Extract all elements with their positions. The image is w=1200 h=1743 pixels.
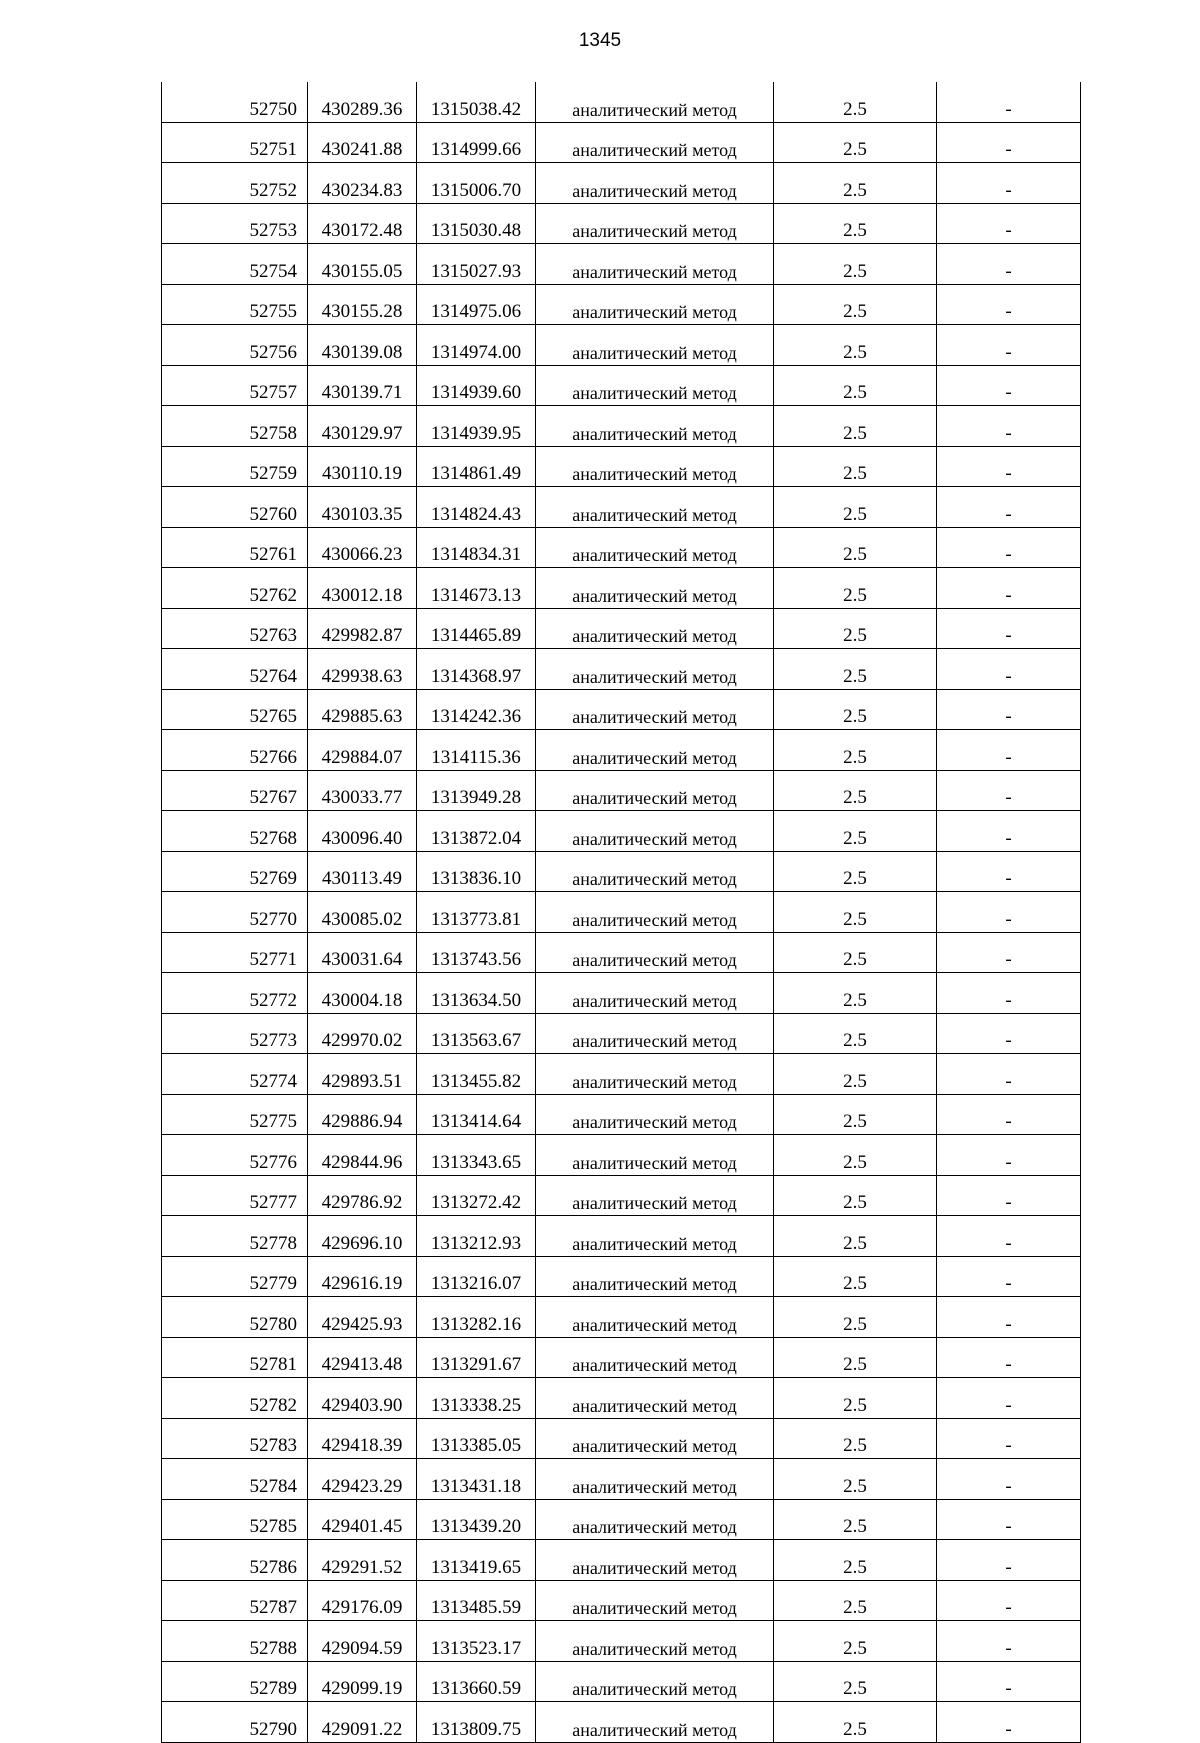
y-coordinate-cell: 1313634.50	[417, 973, 536, 1014]
table-row	[162, 1378, 1081, 1419]
note-cell: -	[937, 1054, 1081, 1095]
point-number-cell: 52760	[162, 487, 308, 528]
method-cell: аналитический метод	[536, 1661, 774, 1702]
accuracy-cell: 2.5	[774, 811, 937, 852]
table-row	[162, 527, 1081, 568]
method-cell: аналитический метод	[536, 244, 774, 285]
note-cell: -	[937, 892, 1081, 933]
accuracy-cell: 2.5	[774, 1378, 937, 1419]
note-cell: -	[937, 325, 1081, 366]
x-coordinate-cell: 430012.18	[308, 568, 417, 609]
point-number-cell: 52757	[162, 365, 308, 406]
point-number-cell: 52783	[162, 1418, 308, 1459]
method-cell: аналитический метод	[536, 730, 774, 771]
point-number-cell: 52775	[162, 1094, 308, 1135]
x-coordinate-cell: 430031.64	[308, 932, 417, 973]
x-coordinate-cell: 429418.39	[308, 1418, 417, 1459]
note-cell: -	[937, 973, 1081, 1014]
y-coordinate-cell: 1313485.59	[417, 1580, 536, 1621]
note-cell: -	[937, 1540, 1081, 1581]
y-coordinate-cell: 1313773.81	[417, 892, 536, 933]
table-row	[162, 1337, 1081, 1378]
note-cell: -	[937, 1499, 1081, 1540]
table-row	[162, 568, 1081, 609]
table-row	[162, 1297, 1081, 1338]
method-cell: аналитический метод	[536, 1135, 774, 1176]
table-row	[162, 1013, 1081, 1054]
method-cell: аналитический метод	[536, 608, 774, 649]
accuracy-cell: 2.5	[774, 770, 937, 811]
note-cell: -	[937, 203, 1081, 244]
point-number-cell: 52773	[162, 1013, 308, 1054]
accuracy-cell: 2.5	[774, 973, 937, 1014]
note-cell: -	[937, 284, 1081, 325]
y-coordinate-cell: 1313419.65	[417, 1540, 536, 1581]
y-coordinate-cell: 1313343.65	[417, 1135, 536, 1176]
accuracy-cell: 2.5	[774, 608, 937, 649]
note-cell: -	[937, 851, 1081, 892]
accuracy-cell: 2.5	[774, 1216, 937, 1257]
table-row	[162, 851, 1081, 892]
accuracy-cell: 2.5	[774, 1621, 937, 1662]
method-cell: аналитический метод	[536, 1094, 774, 1135]
method-cell: аналитический метод	[536, 1702, 774, 1743]
note-cell: -	[937, 1337, 1081, 1378]
y-coordinate-cell: 1314861.49	[417, 446, 536, 487]
table-row	[162, 1540, 1081, 1581]
y-coordinate-cell: 1313212.93	[417, 1216, 536, 1257]
table-row	[162, 163, 1081, 204]
point-number-cell: 52786	[162, 1540, 308, 1581]
table-row	[162, 325, 1081, 366]
y-coordinate-cell: 1313439.20	[417, 1499, 536, 1540]
x-coordinate-cell: 429893.51	[308, 1054, 417, 1095]
x-coordinate-cell: 429401.45	[308, 1499, 417, 1540]
table-row	[162, 892, 1081, 933]
point-number-cell: 52768	[162, 811, 308, 852]
point-number-cell: 52761	[162, 527, 308, 568]
x-coordinate-cell: 429425.93	[308, 1297, 417, 1338]
x-coordinate-cell: 430004.18	[308, 973, 417, 1014]
table-row	[162, 1580, 1081, 1621]
x-coordinate-cell: 429884.07	[308, 730, 417, 771]
point-number-cell: 52750	[162, 82, 308, 122]
y-coordinate-cell: 1314242.36	[417, 689, 536, 730]
y-coordinate-cell: 1313272.42	[417, 1175, 536, 1216]
point-number-cell: 52772	[162, 973, 308, 1014]
point-number-cell: 52765	[162, 689, 308, 730]
table-row	[162, 284, 1081, 325]
point-number-cell: 52785	[162, 1499, 308, 1540]
table-row	[162, 649, 1081, 690]
note-cell: -	[937, 1216, 1081, 1257]
table-row	[162, 1094, 1081, 1135]
point-number-cell: 52751	[162, 122, 308, 163]
note-cell: -	[937, 608, 1081, 649]
accuracy-cell: 2.5	[774, 1297, 937, 1338]
table-row	[162, 689, 1081, 730]
point-number-cell: 52777	[162, 1175, 308, 1216]
method-cell: аналитический метод	[536, 973, 774, 1014]
accuracy-cell: 2.5	[774, 1499, 937, 1540]
table-row	[162, 244, 1081, 285]
point-number-cell: 52753	[162, 203, 308, 244]
note-cell: -	[937, 487, 1081, 528]
method-cell: аналитический метод	[536, 892, 774, 933]
method-cell: аналитический метод	[536, 1499, 774, 1540]
x-coordinate-cell: 430234.83	[308, 163, 417, 204]
x-coordinate-cell: 429094.59	[308, 1621, 417, 1662]
note-cell: -	[937, 1459, 1081, 1500]
point-number-cell: 52756	[162, 325, 308, 366]
table-row	[162, 1702, 1081, 1743]
y-coordinate-cell: 1314939.95	[417, 406, 536, 447]
point-number-cell: 52784	[162, 1459, 308, 1500]
note-cell: -	[937, 649, 1081, 690]
y-coordinate-cell: 1315030.48	[417, 203, 536, 244]
point-number-cell: 52752	[162, 163, 308, 204]
note-cell: -	[937, 365, 1081, 406]
accuracy-cell: 2.5	[774, 1135, 937, 1176]
point-number-cell: 52790	[162, 1702, 308, 1743]
x-coordinate-cell: 429885.63	[308, 689, 417, 730]
y-coordinate-cell: 1314824.43	[417, 487, 536, 528]
table-row	[162, 1175, 1081, 1216]
y-coordinate-cell: 1313809.75	[417, 1702, 536, 1743]
accuracy-cell: 2.5	[774, 1661, 937, 1702]
note-cell: -	[937, 770, 1081, 811]
table-row	[162, 770, 1081, 811]
method-cell: аналитический метод	[536, 203, 774, 244]
point-number-cell: 52779	[162, 1256, 308, 1297]
x-coordinate-cell: 430103.35	[308, 487, 417, 528]
table-row	[162, 1621, 1081, 1662]
x-coordinate-cell: 429413.48	[308, 1337, 417, 1378]
method-cell: аналитический метод	[536, 1054, 774, 1095]
method-cell: аналитический метод	[536, 1297, 774, 1338]
point-number-cell: 52754	[162, 244, 308, 285]
x-coordinate-cell: 430110.19	[308, 446, 417, 487]
table-row	[162, 932, 1081, 973]
accuracy-cell: 2.5	[774, 527, 937, 568]
accuracy-cell: 2.5	[774, 649, 937, 690]
y-coordinate-cell: 1314974.00	[417, 325, 536, 366]
method-cell: аналитический метод	[536, 770, 774, 811]
x-coordinate-cell: 430085.02	[308, 892, 417, 933]
page-number: 1345	[578, 30, 622, 51]
method-cell: аналитический метод	[536, 406, 774, 447]
accuracy-cell: 2.5	[774, 1540, 937, 1581]
x-coordinate-cell: 429176.09	[308, 1580, 417, 1621]
accuracy-cell: 2.5	[774, 365, 937, 406]
y-coordinate-cell: 1314999.66	[417, 122, 536, 163]
method-cell: аналитический метод	[536, 811, 774, 852]
x-coordinate-cell: 430139.08	[308, 325, 417, 366]
y-coordinate-cell: 1313282.16	[417, 1297, 536, 1338]
y-coordinate-cell: 1313836.10	[417, 851, 536, 892]
x-coordinate-cell: 429091.22	[308, 1702, 417, 1743]
accuracy-cell: 2.5	[774, 1580, 937, 1621]
method-cell: аналитический метод	[536, 1580, 774, 1621]
method-cell: аналитический метод	[536, 1216, 774, 1257]
accuracy-cell: 2.5	[774, 1013, 937, 1054]
x-coordinate-cell: 430155.28	[308, 284, 417, 325]
accuracy-cell: 2.5	[774, 446, 937, 487]
point-number-cell: 52767	[162, 770, 308, 811]
table-body	[162, 82, 1081, 1742]
accuracy-cell: 2.5	[774, 1418, 937, 1459]
accuracy-cell: 2.5	[774, 730, 937, 771]
method-cell: аналитический метод	[536, 325, 774, 366]
y-coordinate-cell: 1314975.06	[417, 284, 536, 325]
table-row	[162, 1661, 1081, 1702]
point-number-cell: 52764	[162, 649, 308, 690]
y-coordinate-cell: 1315027.93	[417, 244, 536, 285]
method-cell: аналитический метод	[536, 163, 774, 204]
x-coordinate-cell: 430113.49	[308, 851, 417, 892]
accuracy-cell: 2.5	[774, 568, 937, 609]
point-number-cell: 52788	[162, 1621, 308, 1662]
method-cell: аналитический метод	[536, 1013, 774, 1054]
method-cell: аналитический метод	[536, 1337, 774, 1378]
point-number-cell: 52771	[162, 932, 308, 973]
method-cell: аналитический метод	[536, 1418, 774, 1459]
accuracy-cell: 2.5	[774, 689, 937, 730]
note-cell: -	[937, 932, 1081, 973]
note-cell: -	[937, 1378, 1081, 1419]
point-number-cell: 52762	[162, 568, 308, 609]
note-cell: -	[937, 1580, 1081, 1621]
point-number-cell: 52781	[162, 1337, 308, 1378]
accuracy-cell: 2.5	[774, 406, 937, 447]
note-cell: -	[937, 446, 1081, 487]
table-row	[162, 1418, 1081, 1459]
y-coordinate-cell: 1315038.42	[417, 82, 536, 122]
y-coordinate-cell: 1314673.13	[417, 568, 536, 609]
accuracy-cell: 2.5	[774, 82, 937, 122]
accuracy-cell: 2.5	[774, 244, 937, 285]
accuracy-cell: 2.5	[774, 892, 937, 933]
x-coordinate-cell: 429403.90	[308, 1378, 417, 1419]
y-coordinate-cell: 1315006.70	[417, 163, 536, 204]
point-number-cell: 52774	[162, 1054, 308, 1095]
y-coordinate-cell: 1314115.36	[417, 730, 536, 771]
point-number-cell: 52782	[162, 1378, 308, 1419]
table-row	[162, 1499, 1081, 1540]
accuracy-cell: 2.5	[774, 163, 937, 204]
point-number-cell: 52763	[162, 608, 308, 649]
x-coordinate-cell: 430066.23	[308, 527, 417, 568]
y-coordinate-cell: 1313949.28	[417, 770, 536, 811]
method-cell: аналитический метод	[536, 851, 774, 892]
x-coordinate-cell: 429423.29	[308, 1459, 417, 1500]
method-cell: аналитический метод	[536, 365, 774, 406]
x-coordinate-cell: 430033.77	[308, 770, 417, 811]
note-cell: -	[937, 122, 1081, 163]
table-row	[162, 730, 1081, 771]
x-coordinate-cell: 429696.10	[308, 1216, 417, 1257]
method-cell: аналитический метод	[536, 284, 774, 325]
x-coordinate-cell: 429291.52	[308, 1540, 417, 1581]
accuracy-cell: 2.5	[774, 932, 937, 973]
accuracy-cell: 2.5	[774, 122, 937, 163]
note-cell: -	[937, 406, 1081, 447]
x-coordinate-cell: 430129.97	[308, 406, 417, 447]
table-row	[162, 122, 1081, 163]
x-coordinate-cell: 430241.88	[308, 122, 417, 163]
point-number-cell: 52778	[162, 1216, 308, 1257]
note-cell: -	[937, 1621, 1081, 1662]
y-coordinate-cell: 1314834.31	[417, 527, 536, 568]
note-cell: -	[937, 1135, 1081, 1176]
x-coordinate-cell: 429938.63	[308, 649, 417, 690]
method-cell: аналитический метод	[536, 446, 774, 487]
method-cell: аналитический метод	[536, 689, 774, 730]
accuracy-cell: 2.5	[774, 284, 937, 325]
note-cell: -	[937, 730, 1081, 771]
y-coordinate-cell: 1313431.18	[417, 1459, 536, 1500]
accuracy-cell: 2.5	[774, 1054, 937, 1095]
point-number-cell: 52755	[162, 284, 308, 325]
y-coordinate-cell: 1313385.05	[417, 1418, 536, 1459]
point-number-cell: 52758	[162, 406, 308, 447]
point-number-cell: 52766	[162, 730, 308, 771]
method-cell: аналитический метод	[536, 527, 774, 568]
note-cell: -	[937, 1175, 1081, 1216]
table-row	[162, 1459, 1081, 1500]
x-coordinate-cell: 430289.36	[308, 82, 417, 122]
method-cell: аналитический метод	[536, 932, 774, 973]
method-cell: аналитический метод	[536, 1540, 774, 1581]
note-cell: -	[937, 1094, 1081, 1135]
accuracy-cell: 2.5	[774, 1094, 937, 1135]
accuracy-cell: 2.5	[774, 325, 937, 366]
point-number-cell: 52770	[162, 892, 308, 933]
accuracy-cell: 2.5	[774, 1702, 937, 1743]
point-number-cell: 52776	[162, 1135, 308, 1176]
note-cell: -	[937, 1702, 1081, 1743]
note-cell: -	[937, 689, 1081, 730]
x-coordinate-cell: 429786.92	[308, 1175, 417, 1216]
point-number-cell: 52787	[162, 1580, 308, 1621]
method-cell: аналитический метод	[536, 82, 774, 122]
point-number-cell: 52769	[162, 851, 308, 892]
y-coordinate-cell: 1313563.67	[417, 1013, 536, 1054]
table-row	[162, 1135, 1081, 1176]
note-cell: -	[937, 163, 1081, 204]
method-cell: аналитический метод	[536, 1459, 774, 1500]
table-row	[162, 446, 1081, 487]
coordinates-table	[161, 82, 1081, 1743]
y-coordinate-cell: 1313414.64	[417, 1094, 536, 1135]
y-coordinate-cell: 1313455.82	[417, 1054, 536, 1095]
note-cell: -	[937, 568, 1081, 609]
y-coordinate-cell: 1313660.59	[417, 1661, 536, 1702]
x-coordinate-cell: 429099.19	[308, 1661, 417, 1702]
note-cell: -	[937, 1297, 1081, 1338]
note-cell: -	[937, 1661, 1081, 1702]
method-cell: аналитический метод	[536, 1175, 774, 1216]
table-row	[162, 487, 1081, 528]
table-row	[162, 1216, 1081, 1257]
accuracy-cell: 2.5	[774, 1175, 937, 1216]
x-coordinate-cell: 430139.71	[308, 365, 417, 406]
accuracy-cell: 2.5	[774, 1256, 937, 1297]
point-number-cell: 52780	[162, 1297, 308, 1338]
y-coordinate-cell: 1313338.25	[417, 1378, 536, 1419]
note-cell: -	[937, 527, 1081, 568]
table-row	[162, 608, 1081, 649]
table-row	[162, 365, 1081, 406]
method-cell: аналитический метод	[536, 122, 774, 163]
y-coordinate-cell: 1313216.07	[417, 1256, 536, 1297]
x-coordinate-cell: 430155.05	[308, 244, 417, 285]
y-coordinate-cell: 1314939.60	[417, 365, 536, 406]
table-row	[162, 82, 1081, 122]
accuracy-cell: 2.5	[774, 203, 937, 244]
table-row	[162, 203, 1081, 244]
table-row	[162, 811, 1081, 852]
y-coordinate-cell: 1313872.04	[417, 811, 536, 852]
table-row	[162, 406, 1081, 447]
method-cell: аналитический метод	[536, 1621, 774, 1662]
x-coordinate-cell: 429982.87	[308, 608, 417, 649]
accuracy-cell: 2.5	[774, 1337, 937, 1378]
method-cell: аналитический метод	[536, 568, 774, 609]
y-coordinate-cell: 1314368.97	[417, 649, 536, 690]
y-coordinate-cell: 1313291.67	[417, 1337, 536, 1378]
method-cell: аналитический метод	[536, 649, 774, 690]
point-number-cell: 52789	[162, 1661, 308, 1702]
y-coordinate-cell: 1313523.17	[417, 1621, 536, 1662]
table-row	[162, 1054, 1081, 1095]
note-cell: -	[937, 1256, 1081, 1297]
x-coordinate-cell: 429844.96	[308, 1135, 417, 1176]
x-coordinate-cell: 430096.40	[308, 811, 417, 852]
note-cell: -	[937, 82, 1081, 122]
x-coordinate-cell: 429616.19	[308, 1256, 417, 1297]
y-coordinate-cell: 1314465.89	[417, 608, 536, 649]
method-cell: аналитический метод	[536, 487, 774, 528]
point-number-cell: 52759	[162, 446, 308, 487]
note-cell: -	[937, 811, 1081, 852]
note-cell: -	[937, 244, 1081, 285]
note-cell: -	[937, 1013, 1081, 1054]
method-cell: аналитический метод	[536, 1256, 774, 1297]
table-row	[162, 973, 1081, 1014]
note-cell: -	[937, 1418, 1081, 1459]
x-coordinate-cell: 429970.02	[308, 1013, 417, 1054]
x-coordinate-cell: 429886.94	[308, 1094, 417, 1135]
accuracy-cell: 2.5	[774, 1459, 937, 1500]
accuracy-cell: 2.5	[774, 851, 937, 892]
y-coordinate-cell: 1313743.56	[417, 932, 536, 973]
method-cell: аналитический метод	[536, 1378, 774, 1419]
accuracy-cell: 2.5	[774, 487, 937, 528]
x-coordinate-cell: 430172.48	[308, 203, 417, 244]
table-row	[162, 1256, 1081, 1297]
